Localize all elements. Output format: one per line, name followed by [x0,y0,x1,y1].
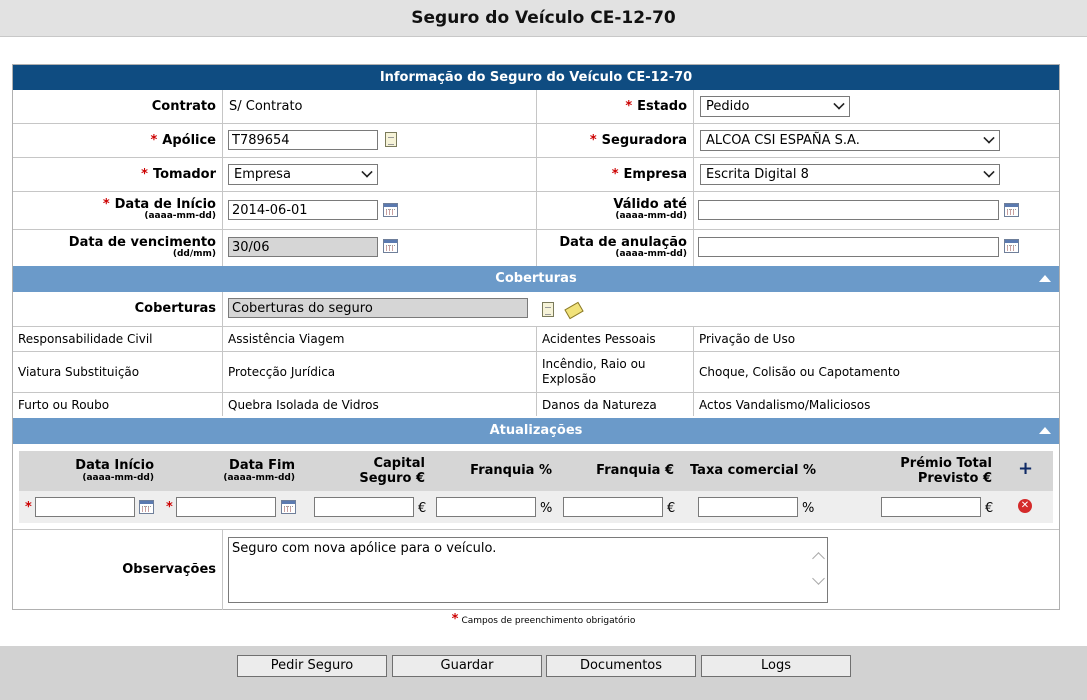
coverage-item: Furto ou Roubo [18,398,110,412]
valido-ate-input[interactable] [698,200,999,220]
empresa-label: Empresa [623,167,687,182]
percent-unit: % [540,501,553,516]
guardar-button[interactable]: Guardar [392,655,542,677]
form-header: Informação do Seguro do Veículo CE-12-70 [13,65,1059,90]
coverage-row [13,352,1059,393]
euro-unit: € [667,501,676,516]
data-vencimento-input[interactable] [228,237,378,257]
coberturas-header[interactable] [13,266,1059,292]
calendar-icon[interactable] [1004,203,1019,217]
title-bar [0,0,1087,37]
valido-ate-hint: (aaaa-mm-dd) [615,211,687,221]
col-franquia-pct: Franquia % [470,463,552,478]
col-data-inicio: Data Início (aaaa-mm-dd) [75,458,154,483]
apolice-label: Apólice [162,133,216,148]
contrato-value: S/ Contrato [229,99,303,114]
required-mark: * [25,500,32,515]
col-franquia-eur: Franquia € [596,463,674,478]
action-bar [0,646,1087,700]
required-mark: * [102,197,110,212]
remove-row-icon[interactable]: ✕ [1018,499,1032,513]
atualizacoes-row [19,491,1053,523]
estado-label: Estado [637,99,687,114]
calendar-icon[interactable] [139,500,154,514]
coverage-item: Privação de Uso [699,332,796,346]
chevron-down-icon [361,166,372,177]
collapse-icon[interactable] [1039,427,1051,434]
coverage-item: Danos da Natureza [542,398,657,412]
required-note-text: Campos de preenchimento obrigatório [461,616,636,626]
col-capital-seguro: Capital Seguro € [359,456,425,486]
tomador-selected-value: Empresa [234,167,291,182]
insurance-form-panel [12,64,1060,610]
data-anulacao-hint: (aaaa-mm-dd) [615,249,687,259]
data-inicio-input[interactable] [228,200,378,220]
coverage-item-continued: Explosão [542,372,596,386]
document-icon[interactable] [385,132,397,147]
upd-data-inicio-input[interactable] [35,497,135,517]
upd-franquia-eur-input[interactable] [563,497,663,517]
required-mark: * [611,167,619,182]
eraser-icon[interactable] [564,302,583,320]
add-row-icon[interactable]: + [1018,458,1034,479]
coberturas-header-title: Coberturas [495,271,577,286]
document-icon[interactable] [542,302,554,317]
upd-premio-input[interactable] [881,497,981,517]
empresa-selected-value: Escrita Digital 8 [706,167,809,182]
data-vencimento-hint: (dd/mm) [172,249,216,259]
coverage-item: Responsabilidade Civil [18,332,153,346]
atualizacoes-table [19,451,1053,523]
calendar-icon[interactable] [1004,239,1019,253]
upd-franquia-pct-input[interactable] [436,497,536,517]
tomador-label: Tomador [152,167,216,182]
upd-taxa-input[interactable] [698,497,798,517]
required-mark: * [451,612,459,627]
required-mark: * [589,133,597,148]
coverage-item: Incêndio, Raio ou [542,357,646,371]
tomador-select[interactable] [228,164,378,185]
documentos-button[interactable]: Documentos [546,655,696,677]
data-vencimento-label: Data de vencimento [68,235,216,250]
coverage-row [13,393,1059,416]
required-note [0,612,1087,627]
coverage-item: Viatura Substituição [18,365,140,379]
percent-unit: % [802,501,815,516]
euro-unit: € [418,501,427,516]
upd-capital-input[interactable] [314,497,414,517]
seguradora-select[interactable] [700,130,1000,151]
coverage-item: Acidentes Pessoais [542,332,656,346]
logs-button[interactable]: Logs [701,655,851,677]
required-mark: * [141,167,148,182]
col-premio-total: Prémio Total Previsto € [900,456,992,486]
data-inicio-label: Data de Início [114,197,216,212]
observacoes-text: Seguro com nova apólice para o veículo. [232,541,497,556]
required-mark: * [150,133,158,148]
coverage-item: Quebra Isolada de Vidros [228,398,379,412]
atualizacoes-header[interactable] [13,418,1059,444]
observacoes-label: Observações [122,562,216,577]
observacoes-textarea[interactable] [228,537,828,603]
col-data-fim: Data Fim (aaaa-mm-dd) [223,458,295,483]
seguradora-selected-value: ALCOA CSI ESPAÑA S.A. [706,133,860,148]
row-apolice-seguradora [13,124,1059,158]
chevron-down-icon [983,132,994,143]
apolice-input[interactable] [228,130,378,150]
data-inicio-hint: (aaaa-mm-dd) [144,211,216,221]
estado-selected-value: Pedido [706,99,750,114]
page-title: Seguro do Veículo CE-12-70 [411,8,676,28]
row-vencimento-anulacao [13,230,1059,267]
row-observacoes [13,529,1059,610]
coverage-item: Actos Vandalismo/Maliciosos [699,398,871,412]
row-data-inicio-valido [13,192,1059,230]
atualizacoes-header-title: Atualizações [489,423,583,438]
coberturas-label: Coberturas [134,301,216,316]
empresa-select[interactable] [700,164,1000,185]
calendar-icon[interactable] [383,239,398,253]
row-tomador-empresa [13,158,1059,192]
upd-data-fim-input[interactable] [176,497,276,517]
euro-unit: € [985,501,994,516]
data-anulacao-input[interactable] [698,237,999,257]
data-anulacao-label: Data de anulação [559,235,687,250]
scroll-down-icon[interactable] [812,572,825,585]
chevron-down-icon [833,98,844,109]
required-mark: * [166,500,173,515]
atualizacoes-table-header [19,451,1053,491]
pedir-seguro-button[interactable]: Pedir Seguro [237,655,387,677]
collapse-icon[interactable] [1039,275,1051,282]
valido-ate-label: Válido até [613,197,687,212]
seguradora-label: Seguradora [601,133,687,148]
coverage-row [13,327,1059,352]
coberturas-input[interactable] [228,298,528,318]
required-mark: * [625,99,633,114]
row-contrato-estado [13,90,1059,124]
chevron-down-icon [983,166,994,177]
scroll-up-icon[interactable] [812,552,825,565]
col-taxa-comercial: Taxa comercial % [689,463,816,478]
contrato-label: Contrato [151,99,216,114]
coverage-item: Assistência Viagem [228,332,345,346]
calendar-icon[interactable] [281,500,296,514]
row-coberturas-field [13,292,1059,327]
estado-select[interactable] [700,96,850,117]
coverage-item: Protecção Jurídica [228,365,336,379]
calendar-icon[interactable] [383,203,398,217]
coverage-item: Choque, Colisão ou Capotamento [699,365,900,379]
